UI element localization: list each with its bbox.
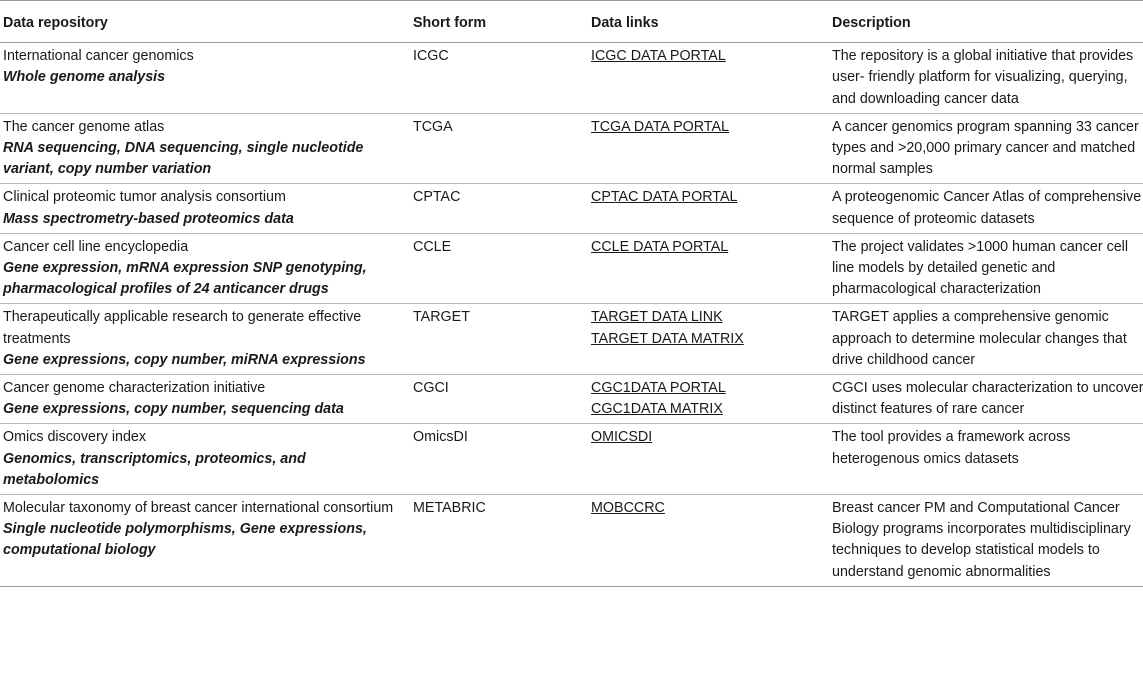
repository-cell [0,375,413,424]
repository-cell [0,43,413,114]
repository-data-types: Gene expressions, copy number, miRNA expressions [3,351,366,368]
short-form-cell: METABRIC [413,495,591,587]
table-row [0,113,1143,184]
data-link[interactable]: TARGET DATA LINK [591,309,723,326]
data-links-cell [591,375,832,424]
data-link[interactable]: CGC1DATA PORTAL [591,380,726,397]
repository-data-types: RNA sequencing, DNA sequencing, single nucleotide variant, copy number variation [3,140,364,178]
data-link[interactable]: CGC1DATA MATRIX [591,401,723,418]
repository-data-types: Gene expressions, copy number, sequencing data [3,401,344,418]
data-link[interactable]: TARGET DATA MATRIX [591,330,744,347]
repository-data-types: Mass spectrometry-based proteomics data [3,210,294,227]
data-links-cell [591,495,832,587]
description-cell: Breast cancer PM and Computational Cancer Biology programs incorporates multidisciplinary techniques to develop statistical models to understand genomic abnormalities [832,495,1143,587]
repository-name: Cancer cell line encyclopedia [3,238,189,255]
short-form-cell: CGCI [413,375,591,424]
repository-data-types: Whole genome analysis [3,69,166,86]
short-form-cell: CCLE [413,233,591,304]
repository-name: Molecular taxonomy of breast cancer international consortium [3,500,394,517]
data-links-cell [591,233,832,304]
repository-name: Omics discovery index [3,429,147,446]
data-links-cell [591,43,832,114]
table-row [0,233,1143,304]
table-row [0,375,1143,424]
repository-name: The cancer genome atlas [3,118,165,135]
description-cell: The tool provides a framework across heterogenous omics datasets [832,424,1143,495]
header-short-form: Short form [413,1,591,43]
data-link[interactable]: MOBCCRC [591,500,665,517]
repository-cell [0,424,413,495]
description-cell: The project validates >1000 human cancer cell line models by detailed genetic and pharmacological characterization [832,233,1143,304]
data-links-cell [591,424,832,495]
repository-name: Therapeutically applicable research to generate effective treatments [3,309,362,347]
repository-cell [0,184,413,233]
data-link[interactable]: TCGA DATA PORTAL [591,118,729,135]
description-cell: The repository is a global initiative that provides user- friendly platform for visualizing, querying, and downloading cancer data [832,43,1143,114]
short-form-cell: OmicsDI [413,424,591,495]
repository-data-types: Genomics, transcriptomics, proteomics, and metabolomics [3,450,306,488]
data-link[interactable]: CPTAC DATA PORTAL [591,189,738,206]
table-header-row [0,1,1143,43]
table-row [0,495,1143,587]
repository-name: International cancer genomics [3,48,194,65]
repository-cell [0,495,413,587]
description-cell: A proteogenomic Cancer Atlas of comprehensive sequence of proteomic datasets [832,184,1143,233]
repository-cell [0,304,413,375]
short-form-cell: TARGET [413,304,591,375]
table-row [0,304,1143,375]
repository-data-types: Single nucleotide polymorphisms, Gene expressions, computational biology [3,521,367,559]
data-links-cell [591,304,832,375]
short-form-cell: ICGC [413,43,591,114]
data-link[interactable]: ICGC DATA PORTAL [591,48,726,65]
short-form-cell: CPTAC [413,184,591,233]
header-description: Description [832,1,1143,43]
data-link[interactable]: CCLE DATA PORTAL [591,238,729,255]
description-cell: A cancer genomics program spanning 33 cancer types and >20,000 primary cancer and matched normal samples [832,113,1143,184]
table-row [0,43,1143,114]
table-row [0,424,1143,495]
description-cell: CGCI uses molecular characterization to uncover distinct features of rare cancer [832,375,1143,424]
repository-name: Clinical proteomic tumor analysis consortium [3,189,286,206]
repository-cell [0,233,413,304]
repository-data-types: Gene expression, mRNA expression SNP genotyping, pharmacological profiles of 24 anticancer drugs [3,260,367,298]
table-row [0,184,1143,233]
short-form-cell: TCGA [413,113,591,184]
data-link[interactable]: OMICSDI [591,429,653,446]
repository-name: Cancer genome characterization initiative [3,380,266,397]
repository-cell [0,113,413,184]
description-cell: TARGET applies a comprehensive genomic approach to determine molecular changes that drive childhood cancer [832,304,1143,375]
table-body [0,43,1143,587]
header-data-repository: Data repository [0,1,413,43]
data-links-cell [591,113,832,184]
data-links-cell [591,184,832,233]
header-data-links: Data links [591,1,832,43]
